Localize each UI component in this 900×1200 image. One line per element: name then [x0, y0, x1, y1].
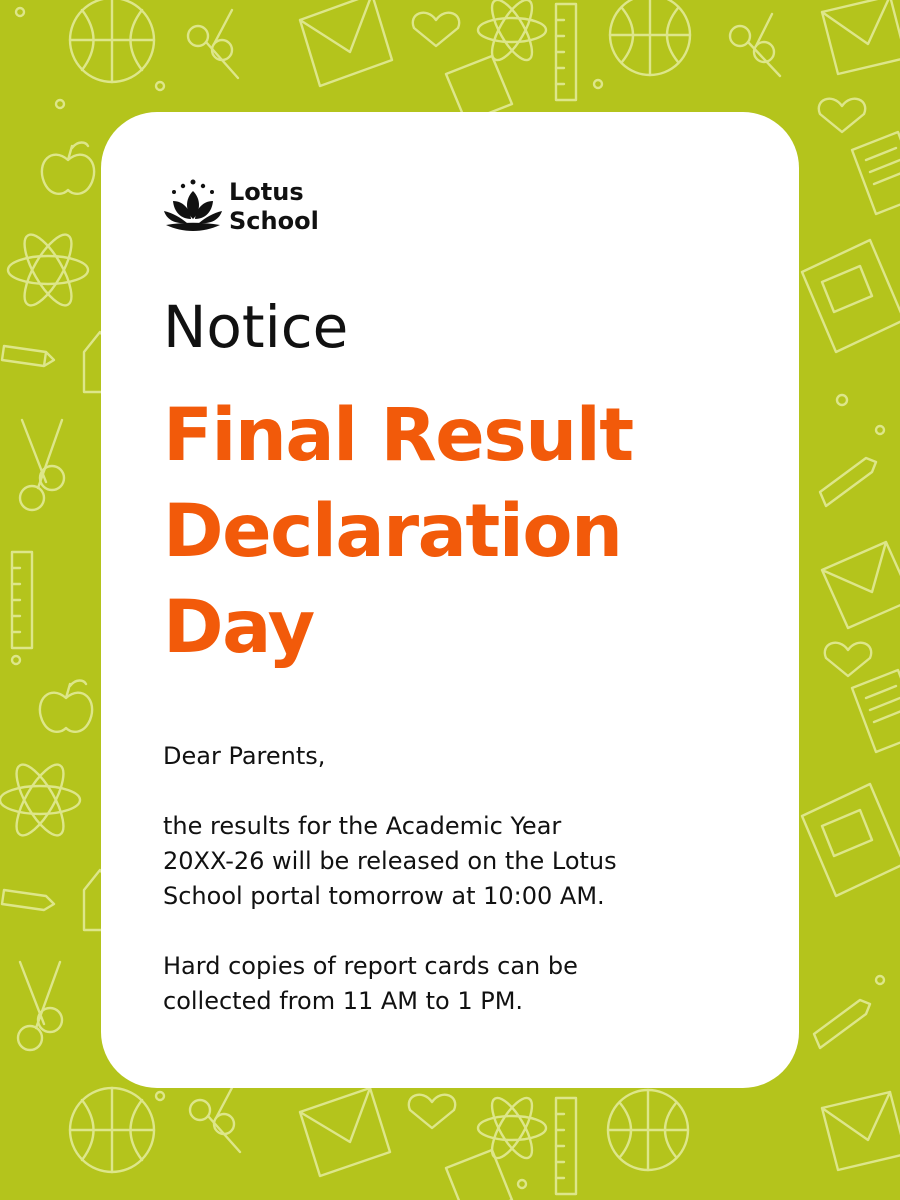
- notice-card: [101, 112, 799, 1088]
- lotus-dot: [201, 184, 205, 188]
- notice-body: [163, 739, 753, 1019]
- paragraph-line: School portal tomorrow at 10:00 AM.: [163, 882, 605, 910]
- paragraph-hard-copies: [163, 949, 753, 1019]
- lotus-dot: [172, 190, 176, 194]
- basketball-icon: [70, 0, 154, 82]
- lotus-base: [166, 223, 220, 231]
- school-name-line1: Lotus: [229, 178, 304, 206]
- headline-line2: Declaration: [163, 489, 622, 574]
- headline-line3: Day: [163, 585, 314, 670]
- basketball-icon: [70, 1088, 154, 1172]
- basketball-icon: [608, 1090, 688, 1170]
- notice-label: Notice: [163, 293, 349, 361]
- school-logo: [163, 178, 319, 236]
- paragraph-line: 20XX-26 will be released on the Lotus: [163, 847, 617, 875]
- headline: [163, 388, 795, 676]
- paragraph-line: the results for the Academic Year: [163, 812, 562, 840]
- lotus-icon: [163, 179, 223, 235]
- paragraph-line: collected from 11 AM to 1 PM.: [163, 987, 524, 1015]
- headline-line1: Final Result: [163, 393, 633, 478]
- lotus-dot: [191, 180, 196, 185]
- paragraph-line: Hard copies of report cards can be: [163, 952, 578, 980]
- greeting: Dear Parents,: [163, 742, 326, 770]
- school-name: [229, 178, 319, 236]
- paragraph-results: [163, 809, 753, 914]
- school-name-line2: School: [229, 207, 319, 235]
- lotus-dot: [181, 184, 185, 188]
- lotus-dot: [210, 190, 214, 194]
